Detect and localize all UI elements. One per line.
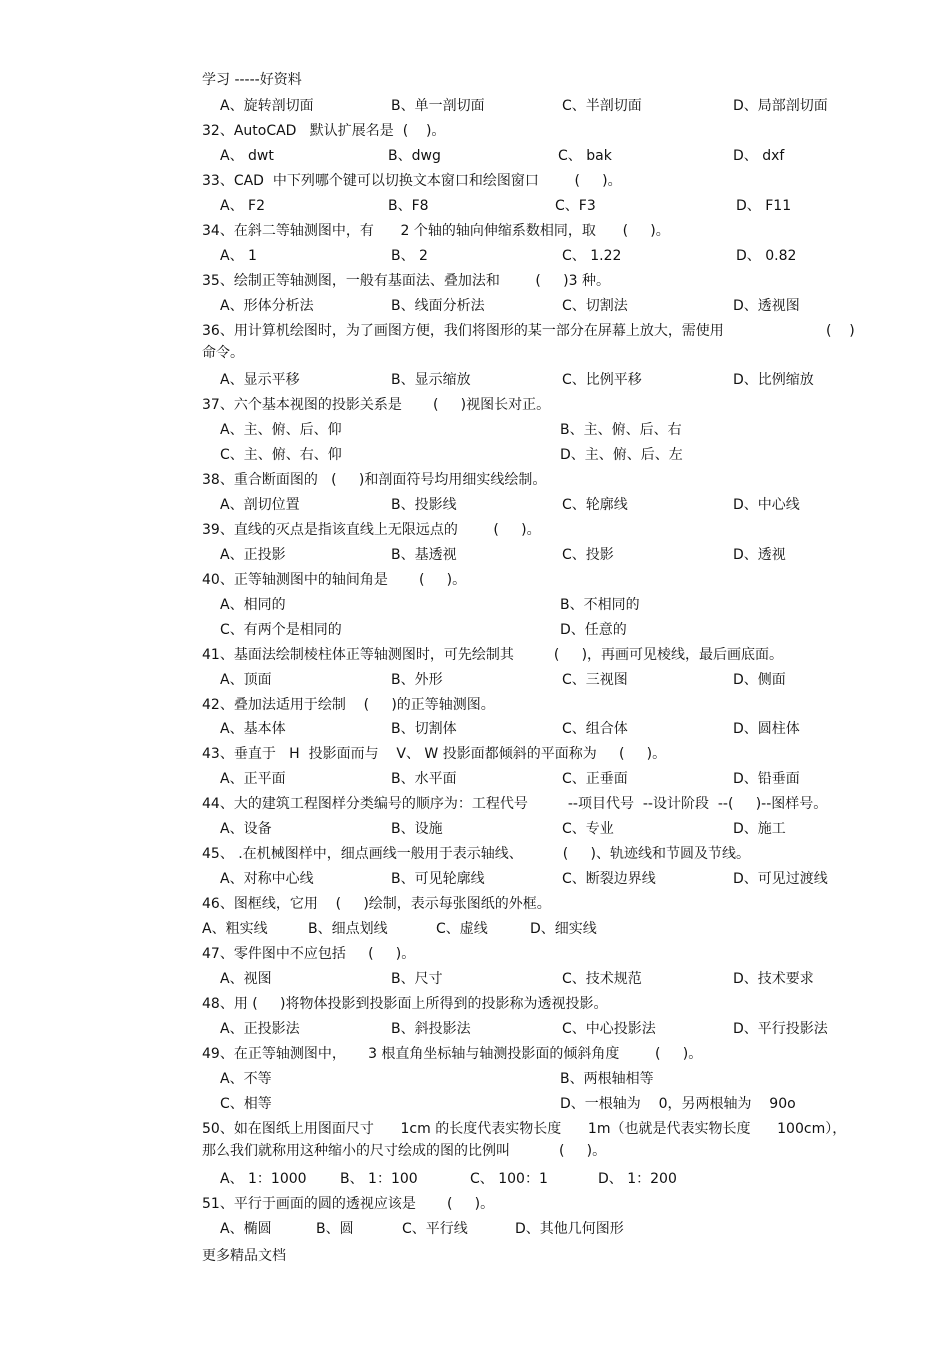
line-text: D、施工 (733, 821, 786, 837)
document-line (0, 993, 950, 1015)
document-line (0, 868, 950, 890)
line-text: B、主、俯、后、右 (560, 422, 682, 438)
line-text: D、任意的 (560, 622, 627, 638)
line-text: C、 bak (558, 148, 612, 164)
line-text: B、圆 (316, 1221, 354, 1237)
document-line (0, 95, 950, 117)
document-line (0, 145, 950, 167)
line-text: B、两根轴相等 (560, 1071, 654, 1087)
document-line (0, 419, 950, 441)
document-line (0, 893, 950, 915)
line-text: C、技术规范 (562, 971, 642, 987)
line-text: C、专业 (562, 821, 614, 837)
line-text: B、细点划线 (308, 921, 388, 937)
line-text: A、不等 (220, 1071, 272, 1087)
document-line (0, 619, 950, 641)
line-text: B、尺寸 (391, 971, 443, 987)
document-line (0, 1193, 950, 1215)
document-line (0, 120, 950, 142)
question-text: 44、大的建筑工程图样分类编号的顺序为：工程代号 --项目代号 --设计阶段 --( )--图样号。 (202, 796, 828, 812)
question-text: 47、零件图中不应包括 ( )。 (202, 946, 416, 962)
question-text: 43、垂直于 H 投影面而与 V、 W 投影面都倾斜的平面称为 ( )。 (202, 746, 667, 762)
line-text: C、虚线 (436, 921, 488, 937)
document-line (0, 342, 950, 364)
line-text: D、中心线 (733, 497, 800, 513)
document-line (0, 669, 950, 691)
line-text: D、透视 (733, 547, 786, 563)
line-text: B、dwg (388, 148, 441, 164)
question-text: 40、正等轴测图中的轴间角是 ( )。 (202, 572, 467, 588)
line-text: B、显示缩放 (391, 372, 471, 388)
document-line (0, 1218, 950, 1240)
question-text: 38、重合断面图的 ( )和剖面符号均用细实线绘制。 (202, 472, 547, 488)
line-text: B、单一剖切面 (391, 98, 485, 114)
question-text: 42、叠加法适用于绘制 ( )的正等轴测图。 (202, 697, 495, 713)
document-line (0, 195, 950, 217)
line-text: B、 2 (391, 248, 428, 264)
page-footer (0, 1245, 950, 1267)
line-text: D、圆柱体 (733, 721, 800, 737)
line-text: D、侧面 (733, 672, 786, 688)
line-text: A、视图 (220, 971, 272, 987)
line-text: C、中心投影法 (562, 1021, 656, 1037)
line-text: D、铅垂面 (733, 771, 800, 787)
line-text: A、正平面 (220, 771, 286, 787)
line-text: A、形体分析法 (220, 298, 314, 314)
document-line (0, 694, 950, 716)
line-text: A、旋转剖切面 (220, 98, 314, 114)
line-text: A、 1：1000 (220, 1171, 307, 1187)
document-line (0, 1118, 950, 1140)
line-text: A、顶面 (220, 672, 272, 688)
line-text: D、主、俯、后、左 (560, 447, 683, 463)
document-line (0, 494, 950, 516)
line-text: B、设施 (391, 821, 443, 837)
question-text: 49、在正等轴测图中， 3 根直角坐标轴与轴测投影面的倾斜角度 ( )。 (202, 1046, 703, 1062)
document-line (0, 220, 950, 242)
line-text: C、 100：1 (470, 1171, 548, 1187)
line-text: A、设备 (220, 821, 272, 837)
line-text: B、斜投影法 (391, 1021, 471, 1037)
line-text: D、平行投影法 (733, 1021, 828, 1037)
line-text: D、 dxf (733, 148, 785, 164)
line-text: C、切割法 (562, 298, 628, 314)
line-text: D、局部剖切面 (733, 98, 828, 114)
document-line (0, 644, 950, 666)
document-line (0, 295, 950, 317)
question-text: 48、用 ( )将物体投影到投影面上所得到的投影称为透视投影。 (202, 996, 608, 1012)
line-text: D、细实线 (530, 921, 597, 937)
line-text: B、外形 (391, 672, 443, 688)
document-line (0, 743, 950, 765)
document-line (0, 943, 950, 965)
document-line (0, 1140, 950, 1162)
line-text: D、一根轴为 0，另两根轴为 90o (560, 1096, 796, 1112)
line-text: A、 dwt (220, 148, 274, 164)
line-text: D、 1：200 (598, 1171, 677, 1187)
document-line (0, 320, 950, 342)
line-text: C、断裂边界线 (562, 871, 656, 887)
document-line (0, 519, 950, 541)
line-text: C、组合体 (562, 721, 628, 737)
line-text: D、透视图 (733, 298, 800, 314)
document-line (0, 544, 950, 566)
line-text: 36、用计算机绘图时，为了画图方便，我们将图形的某一部分在屏幕上放大，需使用 (202, 323, 724, 339)
line-text: D、技术要求 (733, 971, 814, 987)
question-text: 命令。 (202, 345, 244, 361)
line-text: B、F8 (388, 198, 429, 214)
question-text: 45、 .在机械图样中，细点画线一般用于表示轴线、 ( )、轨迹线和节圆及节线。 (202, 846, 750, 862)
document-line (0, 1018, 950, 1040)
document-line (0, 394, 950, 416)
page-header (0, 69, 950, 91)
line-text: A、椭圆 (220, 1221, 272, 1237)
document-line (0, 768, 950, 790)
line-text: A、粗实线 (202, 921, 268, 937)
question-text: 那么我们就称用这种缩小的尺寸绘成的图的比例叫 ( )。 (202, 1143, 607, 1159)
line-text: B、切割体 (391, 721, 457, 737)
line-text: C、三视图 (562, 672, 628, 688)
line-text: C、正垂面 (562, 771, 628, 787)
line-text: B、 1：100 (340, 1171, 418, 1187)
line-text: A、显示平移 (220, 372, 300, 388)
page-header-text: 学习 -----好资料 (202, 72, 302, 88)
document-line (0, 1068, 950, 1090)
line-text: C、 1.22 (562, 248, 622, 264)
document-line (0, 718, 950, 740)
document-line (0, 793, 950, 815)
document-line (0, 569, 950, 591)
line-text: A、基本体 (220, 721, 286, 737)
line-text: D、其他几何图形 (515, 1221, 624, 1237)
line-text: C、F3 (555, 198, 596, 214)
line-text: C、比例平移 (562, 372, 642, 388)
line-text: B、不相同的 (560, 597, 640, 613)
line-text: A、主、俯、后、仰 (220, 422, 342, 438)
line-text: B、基透视 (391, 547, 457, 563)
line-text: B、投影线 (391, 497, 457, 513)
line-text: C、相等 (220, 1096, 272, 1112)
question-text: 50、如在图纸上用图面尺寸 1cm 的长度代表实物长度 1m（也就是代表实物长度 100cm）， (202, 1121, 847, 1137)
line-text: C、轮廓线 (562, 497, 628, 513)
question-text: 39、直线的灭点是指该直线上无限远点的 ( )。 (202, 522, 541, 538)
line-text: D、可见过渡线 (733, 871, 828, 887)
line-text: B、线面分析法 (391, 298, 485, 314)
document-line (0, 843, 950, 865)
document-line (0, 369, 950, 391)
document-line (0, 818, 950, 840)
question-text: 32、AutoCAD 默认扩展名是 ( )。 (202, 123, 446, 139)
question-text: 33、CAD 中下列哪个键可以切换文本窗口和绘图窗口 ( )。 (202, 173, 622, 189)
document-line (0, 968, 950, 990)
document-line (0, 918, 950, 940)
line-text: A、正投影法 (220, 1021, 300, 1037)
document-line (0, 594, 950, 616)
question-text: 41、基面法绘制棱柱体正等轴测图时，可先绘制其 ( )，再画可见棱线，最后画底面。 (202, 647, 784, 663)
question-text: 51、平行于画面的圆的透视应该是 ( )。 (202, 1196, 495, 1212)
line-text: C、半剖切面 (562, 98, 642, 114)
line-text: A、剖切位置 (220, 497, 300, 513)
line-text: C、投影 (562, 547, 614, 563)
question-text: 37、六个基本视图的投影关系是 ( )视图长对正。 (202, 397, 551, 413)
document-line (0, 1043, 950, 1065)
line-text: D、 F11 (736, 198, 792, 214)
document-line (0, 1093, 950, 1115)
line-text: A、 F2 (220, 198, 265, 214)
line-text: C、主、俯、右、仰 (220, 447, 342, 463)
line-text: A、正投影 (220, 547, 286, 563)
question-text: 34、在斜二等轴测图中，有 2 个轴的轴向伸缩系数相同，取 ( )。 (202, 223, 670, 239)
line-text: ( ) (826, 323, 855, 339)
question-text: 35、绘制正等轴测图，一般有基面法、叠加法和 ( )3 种。 (202, 273, 610, 289)
line-text: D、比例缩放 (733, 372, 814, 388)
document-line (0, 270, 950, 292)
line-text: A、相同的 (220, 597, 286, 613)
line-text: A、对称中心线 (220, 871, 314, 887)
line-text: C、有两个是相同的 (220, 622, 342, 638)
document-line (0, 1168, 950, 1190)
line-text: B、水平面 (391, 771, 457, 787)
line-text: D、 0.82 (736, 248, 797, 264)
line-text: A、 1 (220, 248, 257, 264)
page-footer-text: 更多精品文档 (202, 1248, 286, 1264)
document-line (0, 245, 950, 267)
document-line (0, 469, 950, 491)
line-text: B、可见轮廓线 (391, 871, 485, 887)
line-text: C、平行线 (402, 1221, 468, 1237)
document-line (0, 170, 950, 192)
document-line (0, 444, 950, 466)
question-text: 46、图框线，它用 ( )绘制，表示每张图纸的外框。 (202, 896, 551, 912)
